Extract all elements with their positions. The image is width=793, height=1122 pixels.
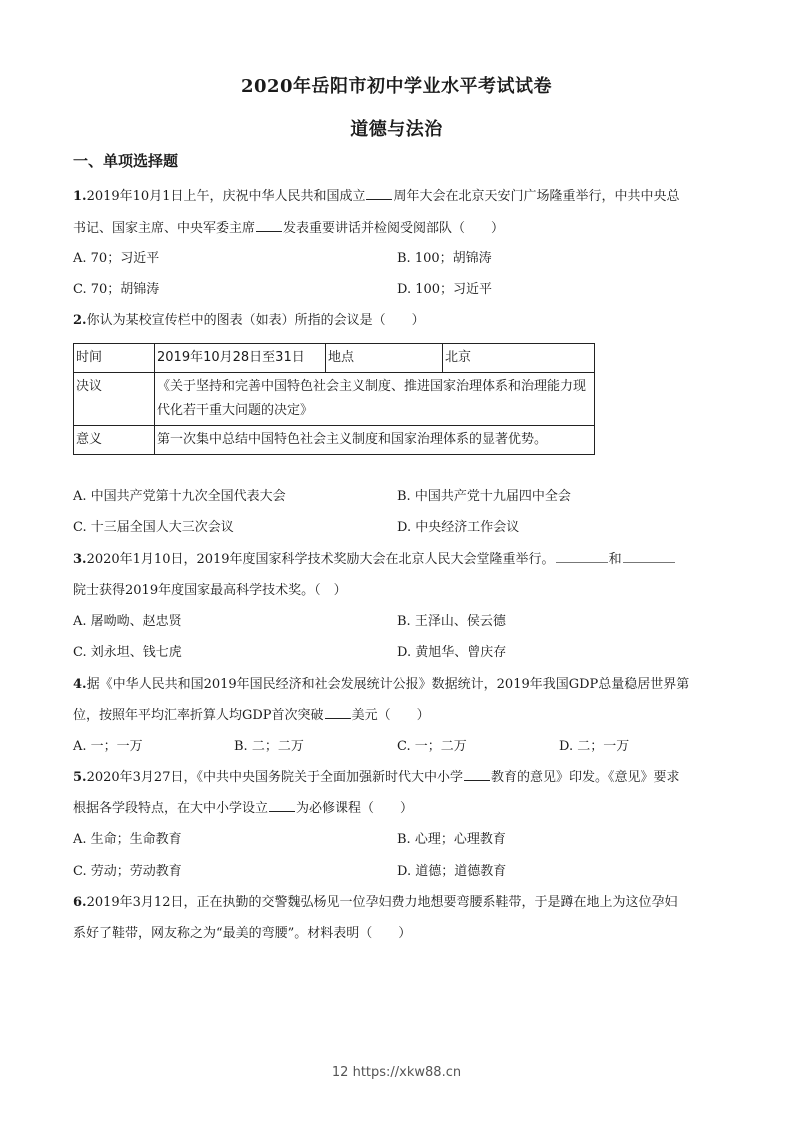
question-number: 5. [73,770,87,785]
table-cell: 地点 [326,344,443,373]
page-footer: 12 https://xkw88.cn [331,1065,462,1080]
table-cell: 《关于坚持和完善中国特色社会主义制度、推进国家治理体系和治理能力现代化若干重大问题的决定》 [155,373,595,426]
option-a: A. 中国共产党第十九次全国代表大会 [73,489,286,504]
question-number: 3. [73,552,87,567]
answer-blank [556,550,608,563]
answer-blank [623,550,675,563]
option-c: C. 70；胡锦涛 [73,282,160,297]
table-row [74,426,595,455]
answer-blank [256,219,282,232]
question-6-line-2: 系好了鞋带，网友称之为“最美的弯腰”。材料表明（ ） [73,926,412,941]
option-d: D. 黄旭华、曾庆存 [397,645,507,660]
table-cell: 意义 [74,426,155,455]
option-a: A. 屠呦呦、赵忠贤 [73,614,182,629]
answer-blank [464,768,490,781]
option-d: D. 二；一万 [559,739,630,754]
question-4-line-1: 4.据《中华人民共和国2019年国民经济和社会发展统计公报》数据统计，2019年我国GDP总量稳居世界第 [73,677,690,692]
question-1-line-2: 书记、国家主席、中央军委主席 发表重要讲话并检阅受阅部队（ ） [73,221,505,236]
option-b: B. 王泽山、侯云德 [397,614,506,629]
question-number: 2. [73,313,87,328]
question-5-line-1: 5.2020年3月27日，《中共中央国务院关于全面加强新时代大中小学 教育的意见》印发。《意见》要求 [73,770,680,785]
option-c: C. 刘永坦、钱七虎 [73,645,182,660]
question-5-line-2: 根据各学段特点，在大中小学设立 为必修课程（ ） [73,801,414,816]
option-c: C. 一；二万 [397,739,467,754]
question-4-line-2: 位，按照年平均汇率折算人均GDP首次突破 美元（ ） [73,708,430,723]
question-6-line-1: 6.2019年3月12日，正在执勤的交警魏弘杨见一位孕妇费力地想要弯腰系鞋带，于是蹲在地上为这位孕妇 [73,895,678,910]
table-cell: 2019年10月28日至31日 [155,344,326,373]
exam-title: 2020年岳阳市初中学业水平考试试卷 [240,76,553,97]
question-3-line-2: 院士获得2019年度国家最高科学技术奖。（ ） [73,583,347,598]
section-heading: 一、单项选择题 [73,152,179,170]
option-a: A. 生命；生命教育 [73,832,182,847]
option-a: A. 一；一万 [73,739,143,754]
question-3-line-1: 3.2020年1月10日，2019年度国家科学技术奖励大会在北京人民大会堂隆重举行。 和 [73,548,676,567]
answer-blank [269,799,295,812]
question-number: 6. [73,895,87,910]
question-2-line-1: 2.你认为某校宣传栏中的图表（如表）所指的会议是（ ） [73,313,425,328]
question-number: 1. [73,189,87,204]
exam-subject: 道德与法治 [350,119,443,140]
option-d: D. 中央经济工作会议 [397,520,520,535]
option-c: C. 十三届全国人大三次会议 [73,520,234,535]
option-d: D. 道德；道德教育 [397,864,507,879]
table-cell: 时间 [74,344,155,373]
question-1-line-1: 1.2019年10月1日上午，庆祝中华人民共和国成立 周年大会在北京天安门广场隆重举行，中共中央总 [73,189,680,204]
table-cell: 北京 [443,344,595,373]
option-b: B. 二；二万 [234,739,304,754]
option-c: C. 劳动；劳动教育 [73,864,182,879]
option-b: B. 中国共产党十九届四中全会 [397,489,571,504]
answer-blank [325,706,351,719]
table-cell: 第一次集中总结中国特色社会主义制度和国家治理体系的显著优势。 [155,426,595,455]
answer-blank [366,187,392,200]
option-a: A. 70；习近平 [73,251,160,266]
meeting-info-table [73,343,595,455]
question-number: 4. [73,677,87,692]
option-b: B. 心理；心理教育 [397,832,506,847]
option-d: D. 100；习近平 [397,282,493,297]
table-cell: 决议 [74,373,155,426]
table-row [74,373,595,426]
table-row [74,344,595,373]
option-b: B. 100；胡锦涛 [397,251,492,266]
